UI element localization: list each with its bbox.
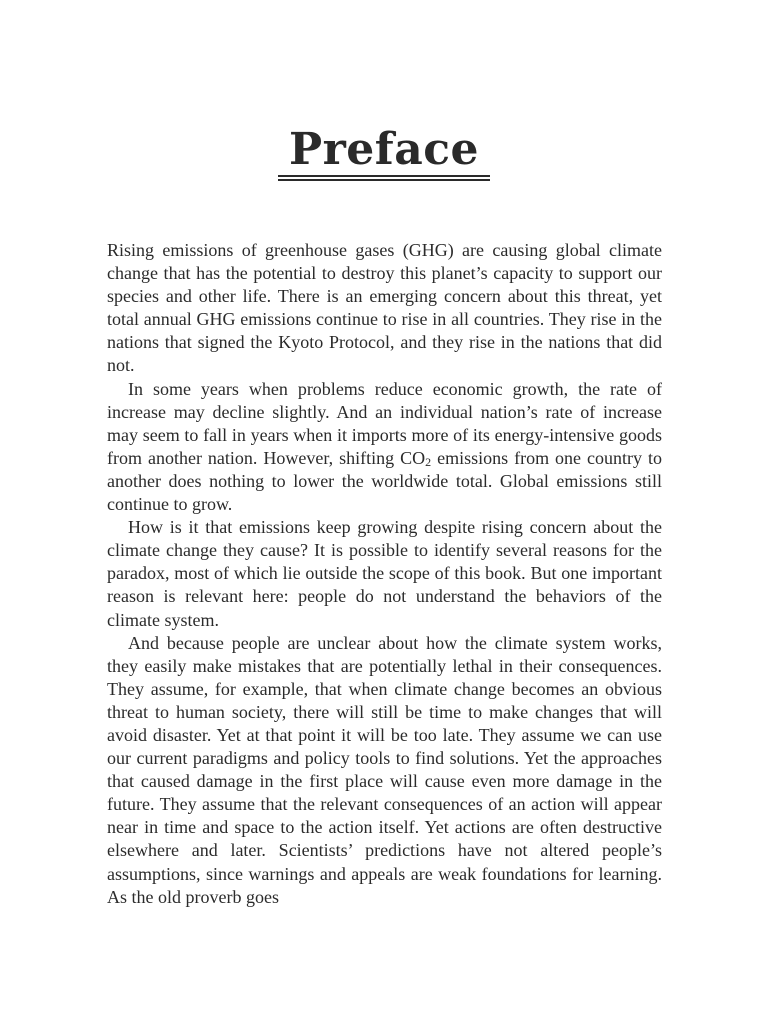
paragraph-4: And because people are unclear about how the climate system works, they easily make mistakes that are potentially lethal in their consequences. They assume, for example, that when climate change becomes an obvious threat to human society, there will still be time to make changes that will avoid disaster. Yet at that point it will be too late. They assume we can use our current paradigms and policy tools to find solutions. Yet the approaches that caused damage in the first place will cause even more damage in the future. They assume that the relevant consequences of an action will appear near in time and space to the action itself. Yet actions are often destructive elsewhere and later. Scientists’ predictions have not altered people’s assumptions, since warnings and appeals are weak foundations for learning. As the old proverb goes (107, 632, 662, 907)
paragraph-2-text-after: emissions from one country to another does nothing to lower the worldwide total. Global emissions still continue to grow. (107, 447, 662, 515)
paragraph-2 (107, 378, 662, 517)
paragraph-3: How is it that emissions keep growing despite rising concern about the climate change they cause? It is possible to identify several reasons for the paradox, most of which lie outside the scope of this book. But one important reason is relevant here: people do not understand the behaviors of the climate system. (107, 517, 662, 630)
co2-subscript: 2 (425, 454, 432, 469)
chapter-heading (0, 126, 768, 174)
body-text (107, 239, 662, 909)
paragraph-2-text-before: In some years when problems reduce economic growth, the rate of increase may decline slightly. And an individual nation’s rate of increase may seem to fall in years when it imports more of its energy-intensive goods from another nation. However, shifting CO (107, 378, 662, 468)
chapter-title: Preface (289, 124, 479, 175)
title-double-rule (278, 175, 490, 181)
paragraph-1: Rising emissions of greenhouse gases (GHG) are causing global climate change that has the potential to destroy this planet’s capacity to support our species and other life. There is an emerging concern about this threat, yet total annual GHG emissions continue to rise in all countries. They rise in the nations that signed the Kyoto Protocol, and they rise in the nations that did not. (107, 240, 662, 376)
